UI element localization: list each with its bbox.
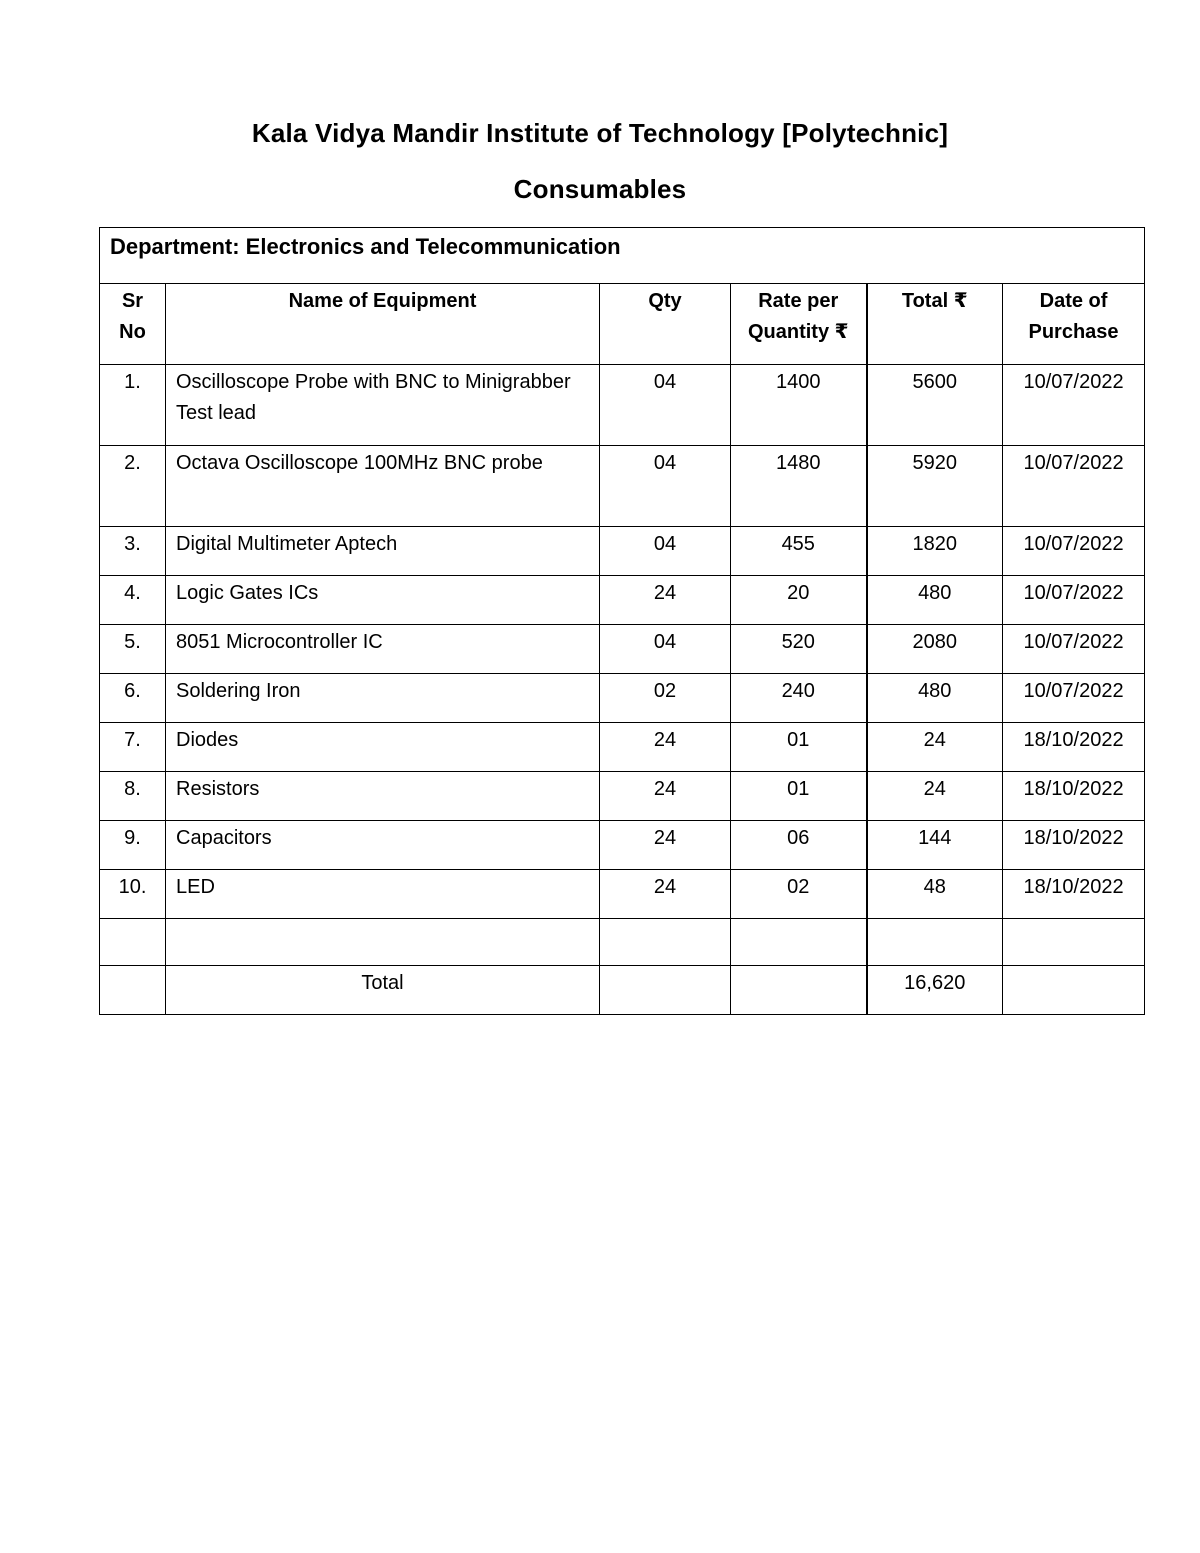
department-row xyxy=(100,228,1145,284)
col-header-name: Name of Equipment xyxy=(166,284,600,365)
row-total: 480 xyxy=(867,576,1003,625)
row-date: 10/07/2022 xyxy=(1003,625,1145,674)
total-label: Total xyxy=(166,966,600,1015)
row-date: 10/07/2022 xyxy=(1003,527,1145,576)
total-row xyxy=(100,966,1145,1015)
blank-cell xyxy=(1003,919,1145,966)
table-row xyxy=(100,576,1145,625)
page-subtitle: Consumables xyxy=(513,174,687,204)
row-date: 18/10/2022 xyxy=(1003,821,1145,870)
blank-cell xyxy=(867,919,1003,966)
row-sr: 3. xyxy=(100,527,166,576)
row-sr: 8. xyxy=(100,772,166,821)
blank-cell xyxy=(1003,966,1145,1015)
header-row xyxy=(100,284,1145,365)
blank-cell xyxy=(100,966,166,1015)
row-name: Oscilloscope Probe with BNC to Minigrabber Test lead xyxy=(166,365,600,446)
row-qty: 24 xyxy=(600,821,731,870)
row-rate: 01 xyxy=(731,723,867,772)
row-date: 18/10/2022 xyxy=(1003,723,1145,772)
row-qty: 24 xyxy=(600,870,731,919)
row-date: 10/07/2022 xyxy=(1003,365,1145,446)
grand-total: 16,620 xyxy=(867,966,1003,1015)
row-sr: 1. xyxy=(100,365,166,446)
row-date: 18/10/2022 xyxy=(1003,772,1145,821)
row-name: Logic Gates ICs xyxy=(166,576,600,625)
row-rate: 1480 xyxy=(731,446,867,527)
table-row xyxy=(100,674,1145,723)
table-row xyxy=(100,446,1145,527)
row-rate: 520 xyxy=(731,625,867,674)
row-date: 18/10/2022 xyxy=(1003,870,1145,919)
row-total: 24 xyxy=(867,772,1003,821)
blank-cell xyxy=(600,919,731,966)
table-row xyxy=(100,870,1145,919)
row-total: 24 xyxy=(867,723,1003,772)
row-name: Capacitors xyxy=(166,821,600,870)
institute-title: Kala Vidya Mandir Institute of Technology [Polytechnic] xyxy=(251,118,949,148)
row-date: 10/07/2022 xyxy=(1003,576,1145,625)
department-label: Department: Electronics and Telecommunication xyxy=(100,228,1145,284)
col-header-total: Total ₹ xyxy=(867,284,1003,365)
row-qty: 04 xyxy=(600,527,731,576)
row-sr: 5. xyxy=(100,625,166,674)
row-total: 2080 xyxy=(867,625,1003,674)
blank-row xyxy=(100,919,1145,966)
row-name: LED xyxy=(166,870,600,919)
col-header-qty: Qty xyxy=(600,284,731,365)
row-rate: 20 xyxy=(731,576,867,625)
table-row xyxy=(100,821,1145,870)
col-header-rate: Rate per Quantity ₹ xyxy=(731,284,867,365)
row-total: 48 xyxy=(867,870,1003,919)
row-total: 480 xyxy=(867,674,1003,723)
row-rate: 02 xyxy=(731,870,867,919)
row-total: 5920 xyxy=(867,446,1003,527)
consumables-table xyxy=(99,227,1145,1015)
table-row xyxy=(100,772,1145,821)
row-date: 10/07/2022 xyxy=(1003,446,1145,527)
blank-cell xyxy=(600,966,731,1015)
row-sr: 6. xyxy=(100,674,166,723)
row-rate: 01 xyxy=(731,772,867,821)
row-sr: 9. xyxy=(100,821,166,870)
col-header-date: Date of Purchase xyxy=(1003,284,1145,365)
row-qty: 04 xyxy=(600,365,731,446)
row-sr: 2. xyxy=(100,446,166,527)
row-name: Octava Oscilloscope 100MHz BNC probe xyxy=(166,446,600,527)
blank-cell xyxy=(166,919,600,966)
row-rate: 455 xyxy=(731,527,867,576)
table-row xyxy=(100,625,1145,674)
table-row xyxy=(100,365,1145,446)
row-date: 10/07/2022 xyxy=(1003,674,1145,723)
row-qty: 24 xyxy=(600,576,731,625)
row-name: Soldering Iron xyxy=(166,674,600,723)
row-rate: 240 xyxy=(731,674,867,723)
row-sr: 7. xyxy=(100,723,166,772)
row-name: Resistors xyxy=(166,772,600,821)
row-name: Diodes xyxy=(166,723,600,772)
row-qty: 02 xyxy=(600,674,731,723)
row-qty: 24 xyxy=(600,772,731,821)
row-rate: 1400 xyxy=(731,365,867,446)
blank-cell xyxy=(731,919,867,966)
row-sr: 4. xyxy=(100,576,166,625)
blank-cell xyxy=(100,919,166,966)
row-total: 1820 xyxy=(867,527,1003,576)
row-qty: 24 xyxy=(600,723,731,772)
table-row xyxy=(100,723,1145,772)
row-name: Digital Multimeter Aptech xyxy=(166,527,600,576)
blank-cell xyxy=(731,966,867,1015)
row-qty: 04 xyxy=(600,446,731,527)
row-rate: 06 xyxy=(731,821,867,870)
row-total: 5600 xyxy=(867,365,1003,446)
row-sr: 10. xyxy=(100,870,166,919)
row-total: 144 xyxy=(867,821,1003,870)
table-row xyxy=(100,527,1145,576)
row-name: 8051 Microcontroller IC xyxy=(166,625,600,674)
col-header-sr: Sr No xyxy=(100,284,166,365)
row-qty: 04 xyxy=(600,625,731,674)
